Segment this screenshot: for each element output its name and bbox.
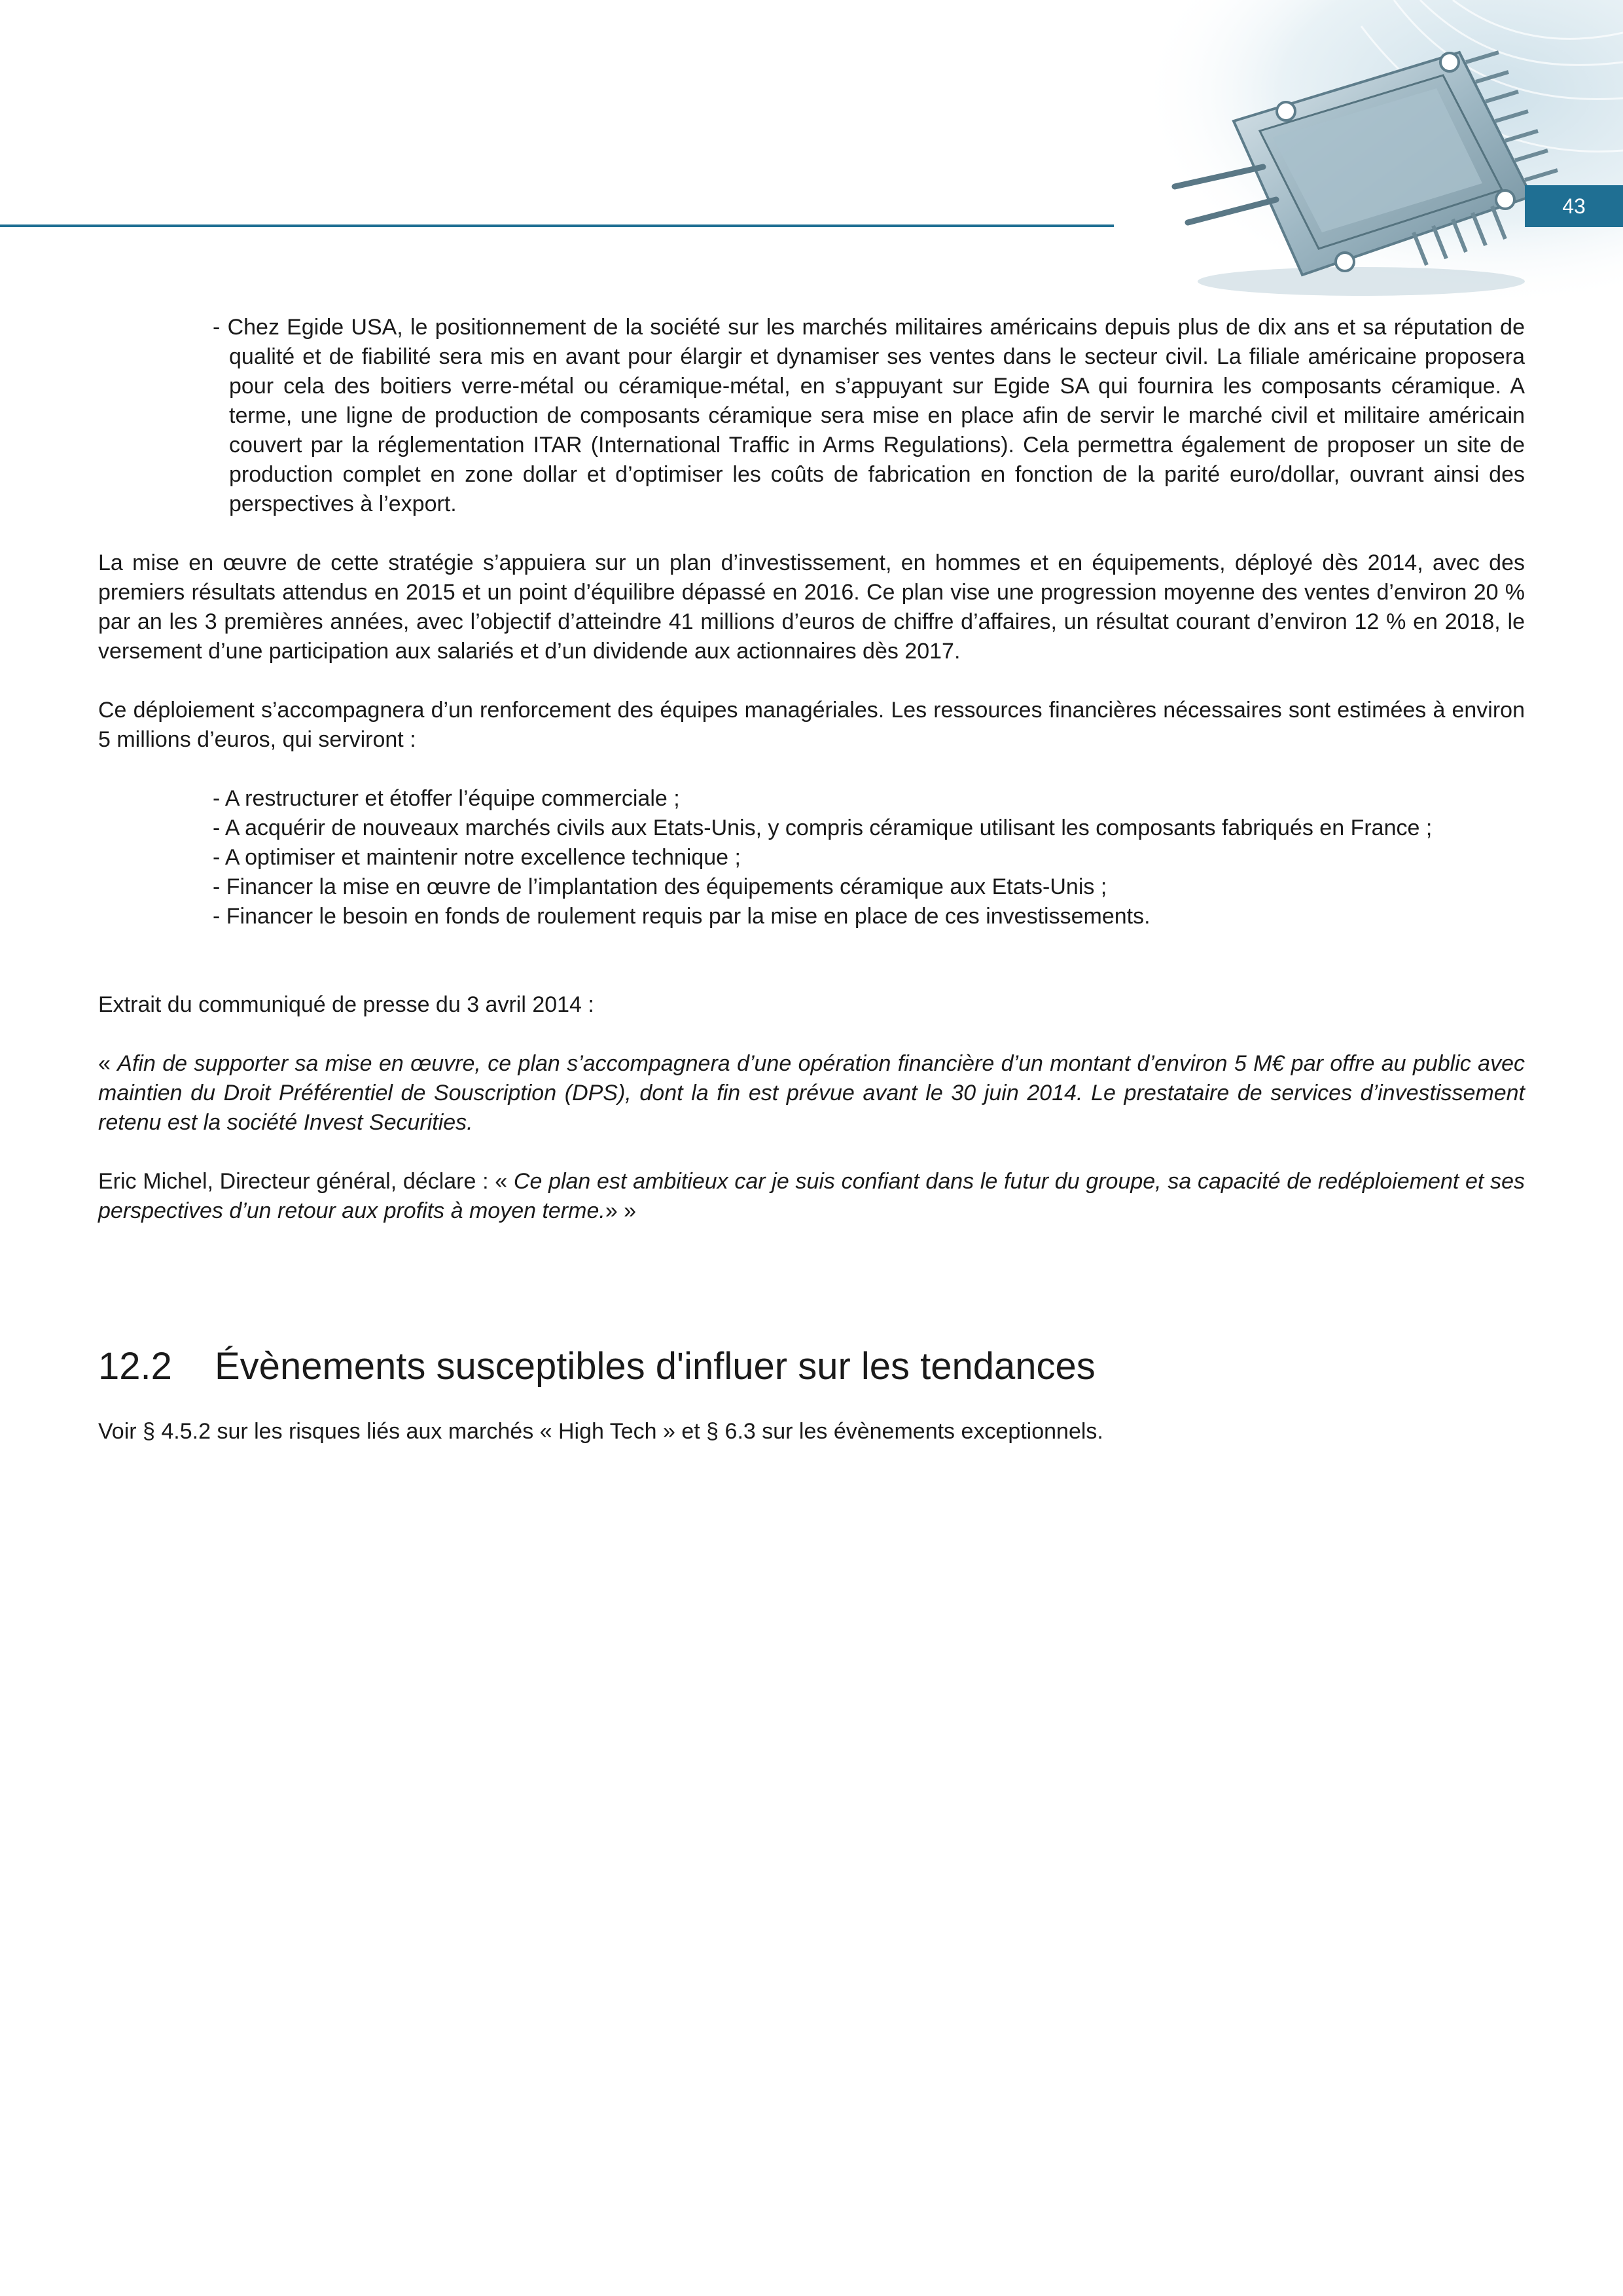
declaration-suffix: » » bbox=[605, 1198, 637, 1223]
list-item: - A restructurer et étoffer l’équipe commerciale ; bbox=[213, 786, 680, 811]
list-item: - Financer le besoin en fonds de roulement requis par la mise en place de ces investissements. bbox=[213, 904, 1150, 929]
section-text: Voir § 4.5.2 sur les risques liés aux marchés « High Tech » et § 6.3 sur les évènements exceptionnels. bbox=[98, 1419, 1103, 1444]
press-release-quote bbox=[98, 1049, 1525, 1138]
document-body bbox=[98, 313, 1525, 1446]
list-item: - Financer la mise en œuvre de l’implantation des équipements céramique aux Etats-Unis ; bbox=[213, 874, 1107, 899]
section-heading bbox=[98, 1344, 1525, 1390]
declaration-prefix: Eric Michel, Directeur général, déclare : « bbox=[98, 1169, 514, 1194]
electronic-package-icon bbox=[1113, 0, 1623, 308]
section-title: Évènements susceptibles d'influer sur les tendances bbox=[215, 1345, 1096, 1388]
paragraph-strategy: La mise en œuvre de cette stratégie s’appuiera sur un plan d’investissement, en hommes et en équipements, déployé dès 2014, avec des premiers résultats attendus en 2015 et un point d’équilibre dépassé en 2016. Ce plan vise une progression moyenne des ventes d’environ 20 % par an les 3 premières années, avec l’objectif d’atteindre 41 millions d’euros de chiffre d’affaires, un résultat courant d’environ 12 % en 2018, le versement d’une participation aux salariés et d’un dividende aux actionnaires dès 2017. bbox=[98, 550, 1525, 664]
quote-open-mark: « bbox=[98, 1051, 118, 1076]
ceo-declaration bbox=[98, 1167, 1525, 1226]
list-item: - A optimiser et maintenir notre excellence technique ; bbox=[213, 845, 741, 870]
press-release-intro: Extrait du communiqué de presse du 3 avril 2014 : bbox=[98, 992, 594, 1017]
paragraph-deployment: Ce déploiement s’accompagnera d’un renforcement des équipes managériales. Les ressources financières nécessaires sont estimées à environ 5 millions d’euros, qui serviront : bbox=[98, 698, 1525, 752]
section-number: 12.2 bbox=[98, 1345, 172, 1388]
header-rule bbox=[0, 224, 1114, 227]
press-quote-text: Afin de supporter sa mise en œuvre, ce plan s’accompagnera d’une opération financière d’un montant d’environ 5 M€ par offre au public avec maintien du Droit Préférentiel de Souscription (DPS), dont la fin est prévue avant le 30 juin 2014. Le prestataire de services d’investissement retenu est la société Invest Securities. bbox=[98, 1051, 1525, 1135]
list-item: - A acquérir de nouveaux marchés civils aux Etats-Unis, y compris céramique utilisant les composants fabriqués en France ; bbox=[213, 816, 1433, 840]
bullet-egide-usa: - Chez Egide USA, le positionnement de la société sur les marchés militaires américains depuis plus de dix ans et sa réputation de qualité et de fiabilité sera mis en avant pour élargir et dynamiser ses ventes dans le secteur civil. La filiale américaine proposera pour cela des boitiers verre-métal ou céramique-métal, en s’appuyant sur Egide SA qui fournira les composants céramique. A terme, une ligne de production de composants céramique sera mise en place afin de servir le marché civil et militaire américain couvert par la réglementation ITAR (International Traffic in Arms Regulations). Cela permettra également de proposer un site de production complet en zone dollar et d’optimiser les coûts de fabrication en fonction de la parité euro/dollar, ouvrant ainsi des perspectives à l’export. bbox=[213, 315, 1525, 516]
page-number: 43 bbox=[1525, 185, 1623, 227]
declaration-quote: Ce plan est ambitieux car je suis confiant dans le futur du groupe, sa capacité de redéploiement et ses perspectives d’un retour aux profits à moyen terme. bbox=[98, 1169, 1525, 1223]
resources-list bbox=[213, 784, 1525, 931]
